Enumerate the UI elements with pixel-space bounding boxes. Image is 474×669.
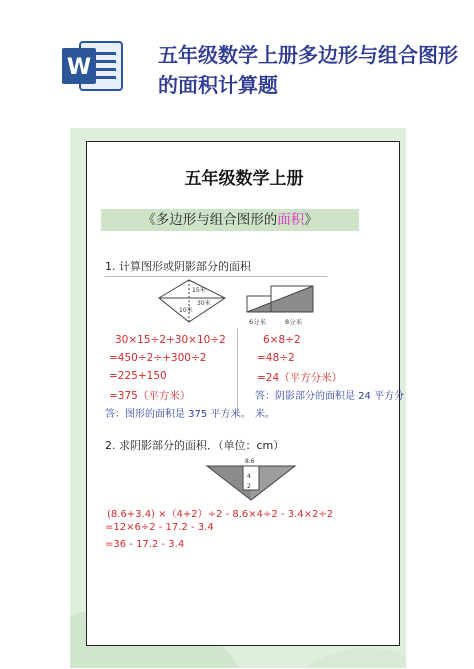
word-icon-letter: W [66,55,92,80]
divider [105,276,327,277]
calc-right-line: =24（平方分米） [257,372,343,384]
word-document-icon [62,38,124,94]
calc2-line: (8.6+3.4) ×（4+2）÷2 - 8.6×4÷2 - 3.4×2÷2 [107,509,334,520]
fig-label-10: 10米 [179,307,193,314]
question-2-label: 2. 求阴影部分的面积．（单位：cm） [105,439,285,452]
decorative-blob [266,648,406,668]
fig-label-6: 6分米 [249,318,267,326]
calc-right-line: =48÷2 [257,352,295,364]
fig-label-8: 8分米 [285,318,303,326]
document-page [86,141,405,646]
squares-figure [243,284,327,330]
banner-highlight: 面积 [277,212,305,228]
fig2-label-mid: 4 [247,473,251,480]
fig2-label-top: 8.6 [245,458,255,465]
calc-left-line: =375（平方米） [109,390,191,402]
banner-prefix: 《多边形与组合图形的 [142,212,278,228]
shaded-triangles-figure [203,454,299,506]
fig2-label-low: 2 [247,483,251,490]
banner-suffix: 》 [304,212,318,228]
column-divider [237,328,238,416]
calc-left-line: =450÷2÷+300÷2 [109,352,207,364]
answer-right-cont: 米。 [255,409,275,420]
question-1-label: 1. 计算图形或阴影部分的面积 [105,260,251,273]
calc-right-line: 6×8÷2 [263,334,301,346]
page-title: 五年级数学上册多边形与组合图形的面积计算题 [158,43,458,97]
fig-label-30: 30米 [197,300,211,307]
calc-left-line: =225+150 [109,370,167,382]
calc-left-line: 30×15÷2+30×10÷2 [115,334,226,346]
fig-label-15: 15米 [192,287,206,294]
answer-left: 答：图形的面积是 375 平方米。 [105,409,251,420]
banner-text [101,209,359,231]
kite-figure [157,278,237,328]
calc2-line: =12×6÷2 - 17.2 - 3.4 [105,522,214,533]
document-title: 五年级数学上册 [184,169,304,189]
answer-right: 答：阴影部分的面积是 24 平方分 [255,391,405,402]
calc2-line: =36 - 17.2 - 3.4 [105,539,185,550]
